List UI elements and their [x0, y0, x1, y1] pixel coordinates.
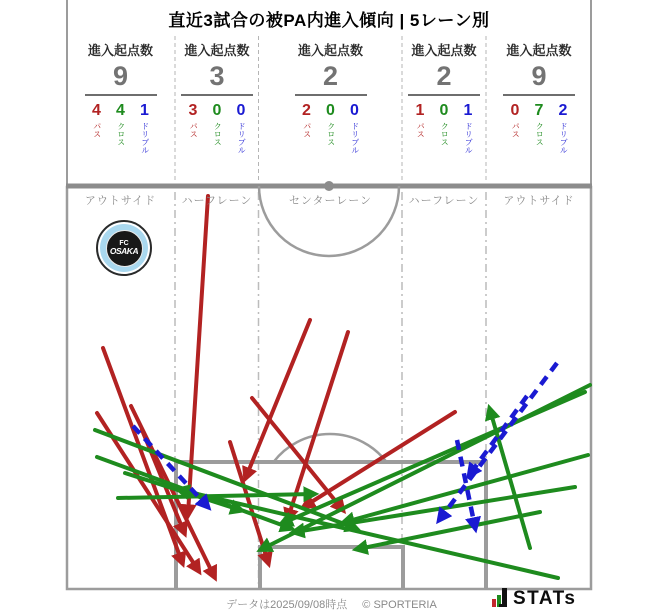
pass-label: パス — [416, 121, 426, 138]
pass-label: パス — [189, 121, 199, 138]
dribble-label: ドリブル — [237, 121, 247, 154]
lane-label-outside-left: アウトサイド — [84, 195, 157, 207]
lane-stats-column-half-right — [402, 40, 486, 183]
cross-label: クロス — [440, 121, 450, 146]
lane-label-center: センターレーン — [288, 195, 373, 207]
dribble-count: 1 — [140, 102, 149, 120]
origin-count-value: 9 — [112, 61, 129, 91]
entry-arrow-dribble — [457, 440, 475, 527]
cross-label: クロス — [326, 121, 336, 146]
origin-count-value: 2 — [322, 61, 339, 91]
pass-count: 3 — [188, 102, 198, 120]
chart-title: 直近3試合の被PA内進入傾向 | 5レーン別 — [168, 11, 490, 30]
dribble-label: ドリブル — [464, 121, 474, 154]
origin-count-label: 進入起点数 — [506, 43, 572, 58]
entry-arrow-cross — [283, 392, 585, 523]
bar-chart-icon — [492, 588, 509, 607]
divider — [408, 94, 480, 96]
lane-label-outside-right: アウトサイド — [503, 195, 575, 207]
cross-count: 0 — [212, 102, 222, 120]
pass-label: パス — [92, 121, 102, 138]
pass-count: 4 — [92, 102, 101, 120]
pass-label: パス — [302, 121, 312, 138]
origin-count-label: 進入起点数 — [87, 43, 153, 58]
cross-count: 7 — [534, 102, 544, 120]
cross-count: 0 — [326, 102, 335, 120]
cross-label: クロス — [535, 121, 545, 146]
entry-arrow-pass — [246, 320, 310, 477]
divider — [295, 94, 367, 96]
arrow-layer — [95, 196, 590, 578]
divider — [503, 94, 575, 96]
dribble-label: ドリブル — [559, 121, 569, 154]
stats-logo — [492, 588, 576, 607]
lane-stats-column-outside-left — [66, 40, 175, 183]
cross-label: クロス — [116, 121, 126, 146]
divider — [85, 94, 157, 96]
divider — [181, 94, 253, 96]
pass-count: 2 — [302, 102, 311, 120]
dribble-count: 0 — [350, 102, 359, 120]
dribble-count: 0 — [236, 102, 246, 120]
club-badge-center — [106, 230, 143, 267]
cross-count: 4 — [116, 102, 125, 120]
lane-stats-column-center — [259, 40, 402, 183]
dribble-count: 2 — [558, 102, 568, 120]
entry-arrow-cross — [180, 490, 558, 578]
origin-count-label: 進入起点数 — [297, 43, 363, 58]
dribble-label: ドリブル — [350, 121, 360, 154]
club-badge-osaka-text: OSAKA — [109, 245, 139, 256]
goal-area — [260, 547, 403, 589]
origin-count-value: 9 — [531, 61, 547, 91]
stats-wordmark: STATs — [513, 587, 577, 609]
dribble-count: 1 — [463, 102, 473, 120]
origin-count-label: 進入起点数 — [411, 43, 477, 58]
lane-label-half-right: ハーフレーン — [408, 195, 480, 207]
data-date-note: データは2025/09/08時点 — [226, 599, 348, 611]
sporteria-credit: © SPORTERIA — [362, 599, 437, 611]
pass-count: 0 — [510, 102, 520, 120]
origin-count-value: 3 — [209, 61, 225, 91]
pass-count: 1 — [415, 102, 425, 120]
origin-count-value: 2 — [436, 61, 452, 91]
dribble-label: ドリブル — [140, 121, 150, 154]
cross-count: 0 — [439, 102, 449, 120]
lane-stats-column-half-left — [175, 40, 259, 183]
pass-label: パス — [511, 121, 521, 138]
lane-label-half-left: ハーフレーン — [181, 195, 253, 207]
lane-stats-column-outside-right — [486, 40, 592, 183]
club-badge-fc-text: FC — [119, 239, 129, 247]
club-badge — [96, 220, 152, 276]
cross-label: クロス — [213, 121, 223, 146]
entry-arrow-pass — [288, 332, 348, 518]
origin-count-label: 進入起点数 — [184, 43, 250, 58]
